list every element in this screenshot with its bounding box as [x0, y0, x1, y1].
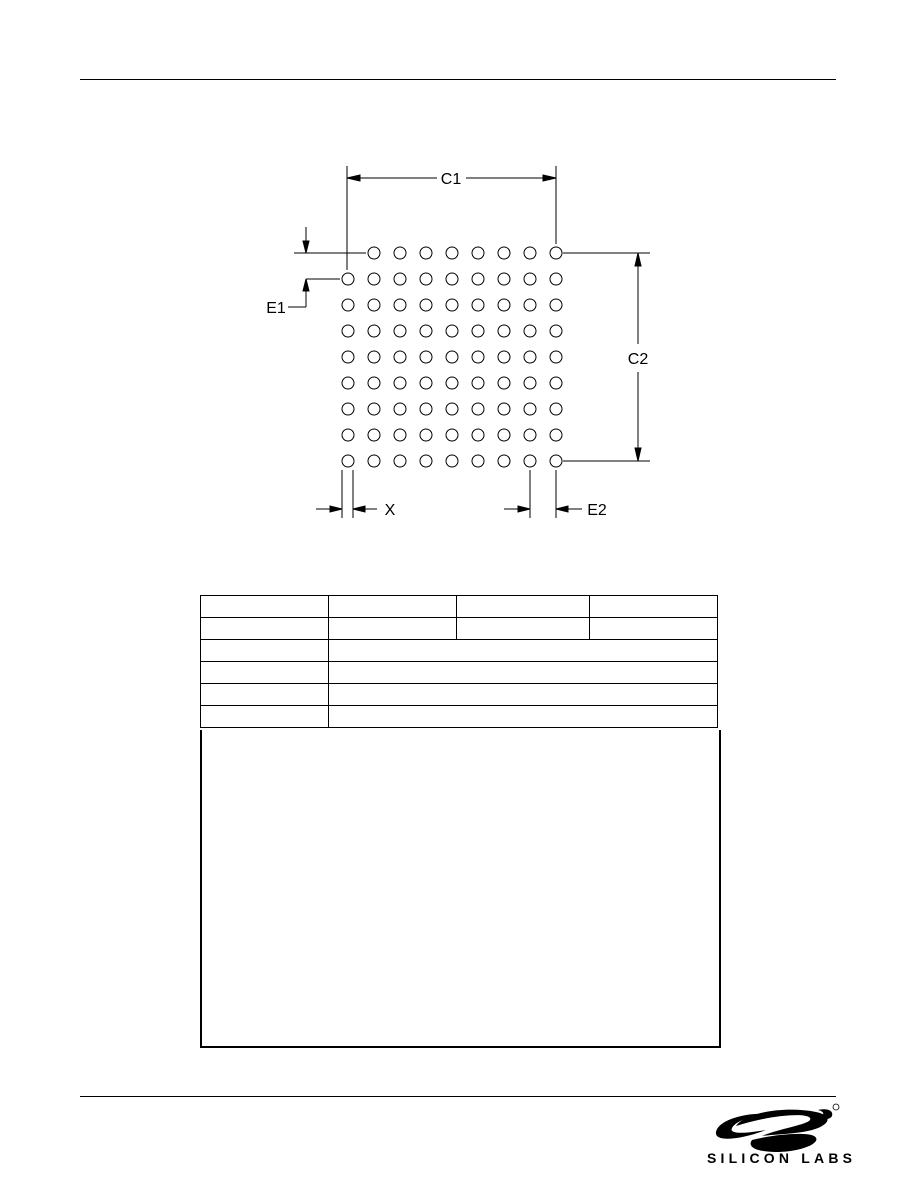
land-pad: [498, 403, 510, 415]
footer-rule: [80, 1096, 836, 1097]
land-pad: [550, 403, 562, 415]
land-pad: [342, 273, 354, 285]
land-pad: [394, 455, 406, 467]
table-cell: [201, 662, 329, 684]
registered-mark-icon: [833, 1104, 839, 1110]
land-pad: [368, 377, 380, 389]
land-pad: [550, 377, 562, 389]
e2-label: E2: [587, 502, 607, 519]
land-pad: [368, 351, 380, 363]
land-pad: [472, 429, 484, 441]
land-pad: [446, 247, 458, 259]
land-pad: [394, 429, 406, 441]
table-cell: [201, 706, 329, 728]
land-pad: [342, 377, 354, 389]
land-pad: [420, 273, 432, 285]
land-pad: [498, 351, 510, 363]
logo-wordmark: SILICON LABS: [707, 1150, 857, 1166]
table-cell: [329, 706, 718, 728]
land-pad: [524, 247, 536, 259]
land-pad: [394, 403, 406, 415]
land-pad: [420, 325, 432, 337]
logo-mark-icon: [716, 1109, 832, 1152]
table-cell: [457, 618, 590, 640]
table-cell: [329, 684, 718, 706]
land-pad: [550, 455, 562, 467]
land-pad: [524, 403, 536, 415]
land-pad: [394, 325, 406, 337]
land-pad: [420, 351, 432, 363]
table-cell: [329, 640, 718, 662]
x-dimension: [316, 470, 377, 518]
land-pad: [368, 429, 380, 441]
table-cell: [590, 618, 718, 640]
land-pad: [550, 351, 562, 363]
land-pad: [394, 247, 406, 259]
land-pad: [550, 429, 562, 441]
land-pad: [550, 325, 562, 337]
land-pad: [550, 247, 562, 259]
land-pad: [472, 351, 484, 363]
table-row: [201, 596, 718, 618]
land-pad: [550, 273, 562, 285]
e2-dimension: [504, 470, 582, 518]
land-pad: [498, 299, 510, 311]
table-cell: [329, 596, 457, 618]
land-pad: [472, 299, 484, 311]
land-pad: [524, 325, 536, 337]
land-pad: [524, 273, 536, 285]
land-pad: [498, 455, 510, 467]
land-pad: [472, 455, 484, 467]
table-row: [201, 706, 718, 728]
land-pad: [524, 351, 536, 363]
table-cell: [201, 640, 329, 662]
table-cell: [201, 596, 329, 618]
land-pad: [394, 377, 406, 389]
land-pad: [472, 377, 484, 389]
land-pad: [420, 455, 432, 467]
land-pad: [394, 273, 406, 285]
table-cell: [329, 618, 457, 640]
land-pad: [420, 377, 432, 389]
land-pad: [368, 455, 380, 467]
land-pad: [472, 247, 484, 259]
land-pad: [342, 429, 354, 441]
land-pad: [394, 299, 406, 311]
table-cell: [201, 684, 329, 706]
land-pad: [446, 351, 458, 363]
c2-label: C2: [627, 351, 649, 368]
land-pad: [446, 429, 458, 441]
pcb-land-pattern-drawing: [0, 0, 918, 560]
land-pad: [342, 455, 354, 467]
land-pad: [342, 403, 354, 415]
table-cell: [590, 596, 718, 618]
e1-dimension: [288, 227, 366, 307]
land-pad: [368, 403, 380, 415]
land-pad: [524, 299, 536, 311]
land-pad: [342, 351, 354, 363]
e1-label: E1: [266, 300, 286, 317]
land-pad: [550, 299, 562, 311]
land-pad: [472, 403, 484, 415]
table-row: [201, 684, 718, 706]
land-pad: [368, 247, 380, 259]
c1-label: C1: [440, 171, 462, 188]
table-row: [201, 618, 718, 640]
pad-array: [342, 247, 562, 467]
land-pad: [420, 429, 432, 441]
land-pad: [342, 325, 354, 337]
dimension-table: [200, 595, 718, 728]
land-pad: [446, 273, 458, 285]
land-pad: [368, 325, 380, 337]
land-pad: [498, 325, 510, 337]
land-pad: [498, 429, 510, 441]
table-cell: [329, 662, 718, 684]
table-row: [201, 640, 718, 662]
land-pad: [446, 325, 458, 337]
land-pad: [342, 299, 354, 311]
land-pad: [446, 455, 458, 467]
table-notes-box: [200, 730, 721, 1048]
table-cell: [457, 596, 590, 618]
land-pad: [524, 429, 536, 441]
land-pad: [498, 247, 510, 259]
land-pad: [498, 273, 510, 285]
land-pad: [446, 403, 458, 415]
land-pad: [420, 403, 432, 415]
land-pad: [446, 299, 458, 311]
land-pad: [524, 455, 536, 467]
land-pad: [368, 273, 380, 285]
land-pad: [472, 325, 484, 337]
table-cell: [201, 618, 329, 640]
land-pad: [446, 377, 458, 389]
land-pad: [524, 377, 536, 389]
land-pad: [420, 247, 432, 259]
table-row: [201, 662, 718, 684]
land-pad: [368, 299, 380, 311]
x-label: X: [384, 502, 396, 519]
land-pad: [394, 351, 406, 363]
land-pad: [498, 377, 510, 389]
land-pad: [420, 299, 432, 311]
land-pad: [472, 273, 484, 285]
